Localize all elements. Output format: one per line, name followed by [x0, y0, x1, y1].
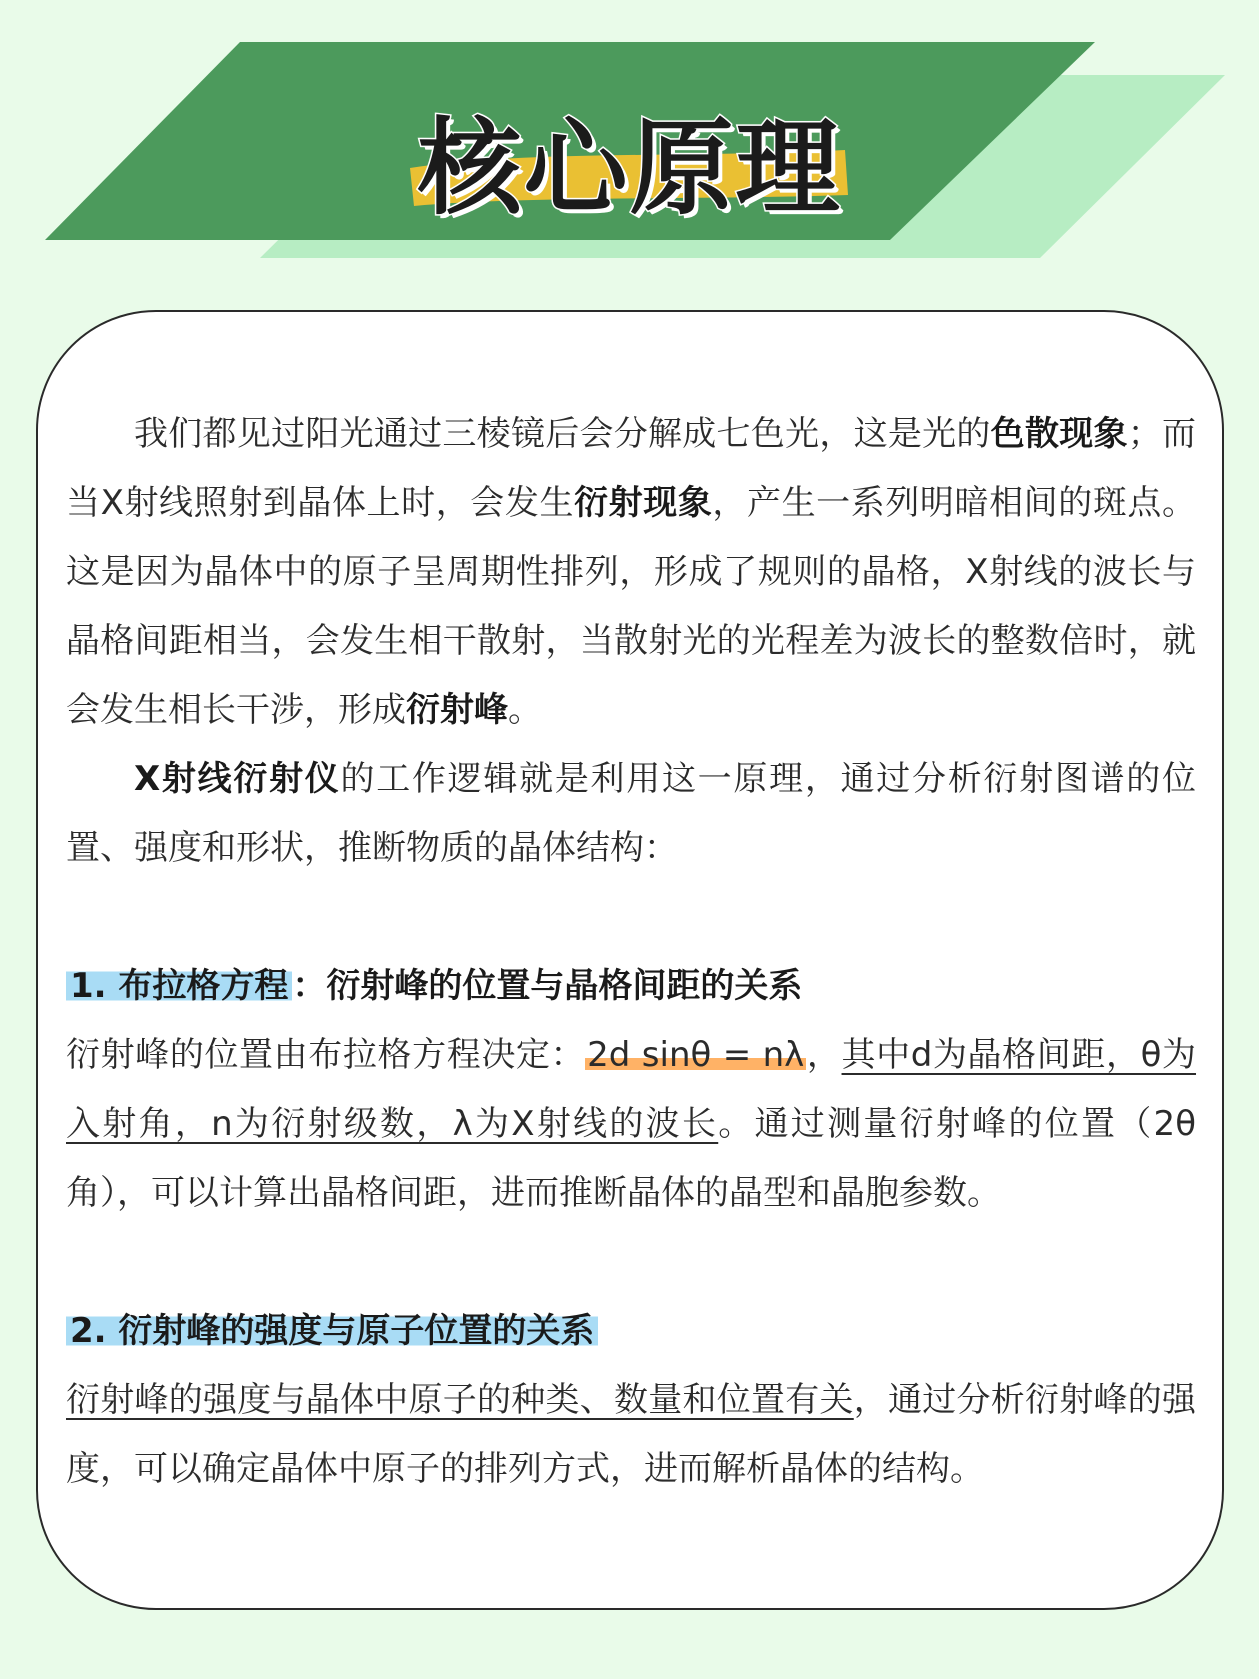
underlined-text: 其中d为晶格间距，θ为入射角，n为衍射级数，λ为X射线的波长 — [66, 1035, 1197, 1144]
bragg-formula: 2d sinθ = nλ — [587, 1035, 805, 1075]
section-1-heading — [66, 952, 1196, 1021]
text-run: 。通过测量衍射峰的位置（2θ角），可以计算出晶格间距，进而推断晶体的晶型和晶胞参数。 — [66, 1104, 1196, 1213]
keyword-xrd: X射线衍射仪 — [134, 759, 341, 799]
text-run: 我们都见过阳光通过三棱镜后会分解成七色光，这是光的 — [134, 414, 991, 454]
text-run: ，通过分析衍射峰的强度，可以确定晶体中原子的排列方式，进而解析晶体的结构。 — [66, 1380, 1196, 1489]
text-run: 的工作逻辑就是利用这一原理，通过分析衍射图谱的位置、强度和形状，推断物质的晶体结构： — [66, 759, 1196, 868]
section-2-body — [66, 1366, 1196, 1504]
intro-paragraph-2 — [66, 745, 1196, 883]
intro-paragraph-1 — [66, 400, 1196, 745]
section-1-heading-highlight: 1. 布拉格方程 — [66, 966, 292, 1006]
text-run: 。 — [508, 690, 542, 730]
section-1-body — [66, 1021, 1196, 1228]
text-run: 衍射峰的位置由布拉格方程决定： — [66, 1035, 586, 1075]
keyword-dispersion: 色散现象 — [990, 414, 1128, 454]
section-1-heading-rest: ：衍射峰的位置与晶格间距的关系 — [292, 966, 803, 1006]
text-run: ；而当X射线照射到晶体上时，会发生 — [66, 414, 1197, 523]
keyword-diffraction-peak: 衍射峰 — [406, 690, 508, 730]
section-2-heading-highlight: 2. 衍射峰的强度与原子位置的关系 — [66, 1311, 598, 1351]
keyword-diffraction: 衍射现象 — [574, 483, 713, 523]
article-body — [66, 400, 1196, 1504]
text-run: ，产生一系列明暗相间的斑点。这是因为晶体中的原子呈周期性排列，形成了规则的晶格，X射线的波长与晶格间距相当，会发生相干散射，当散射光的光程差为波长的整数倍时，就会发生相长干涉，形成 — [66, 483, 1197, 730]
section-2-heading — [66, 1297, 1196, 1366]
page-title: 核心原理 — [417, 107, 842, 229]
underlined-text: 衍射峰的强度与晶体中原子的种类、数量和位置有关 — [66, 1380, 854, 1420]
text-run: ， — [806, 1035, 842, 1075]
title-banner — [0, 0, 1259, 280]
